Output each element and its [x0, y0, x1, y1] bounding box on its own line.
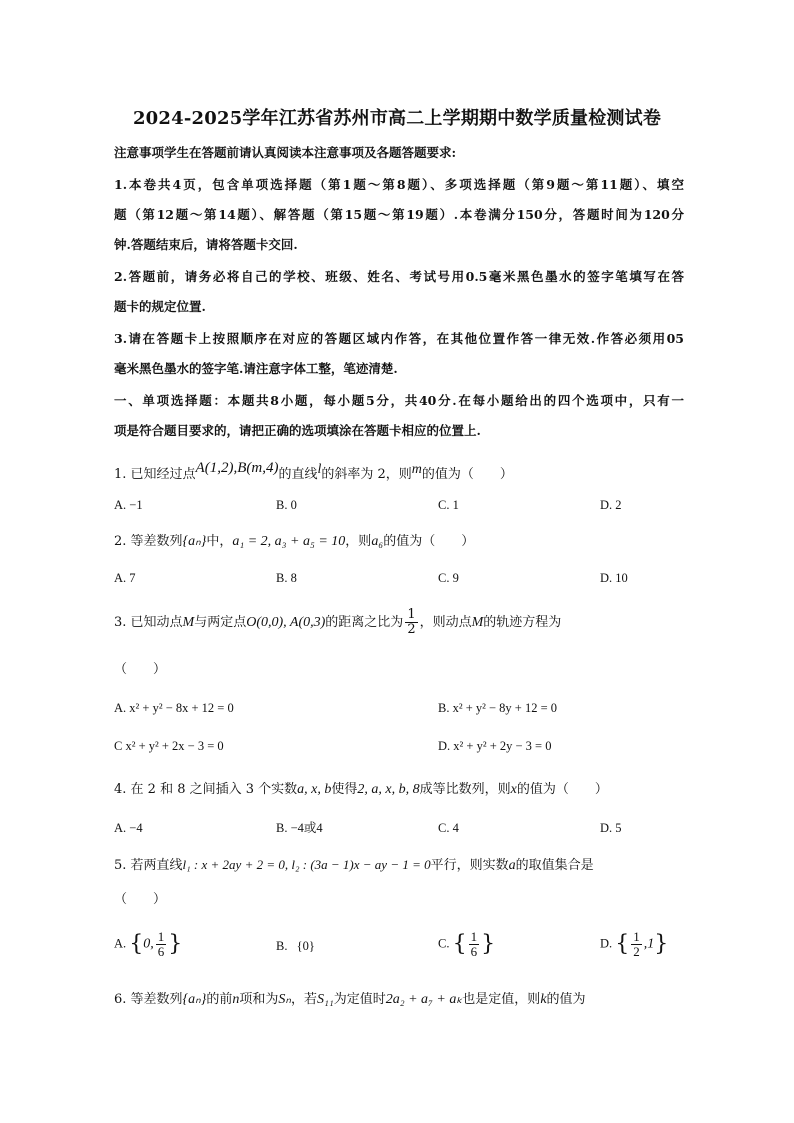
- q1-text: 的斜率为 2，则: [321, 467, 412, 482]
- q3-option-d: D. x² + y² + 2y − 3 = 0: [438, 739, 552, 753]
- q2-text: 中，: [206, 534, 233, 549]
- brace-close: }: [654, 931, 669, 957]
- fraction-denominator: 2: [633, 944, 640, 959]
- q1-text: 的值为（ ）: [421, 467, 513, 482]
- notice-item2-line2: 题卡的规定位置.: [114, 299, 206, 314]
- q5-text: 的取值集合是: [515, 858, 594, 873]
- q3-answer-paren: （ ）: [114, 662, 167, 677]
- q4-text: 使得: [331, 782, 358, 797]
- q6-math-sequence: {aₙ}: [182, 992, 207, 1007]
- q4-text: 成等比数列，则: [419, 782, 511, 797]
- q2-text: 2. 等差数列: [114, 534, 183, 549]
- q6-math-s11: S₁₁: [316, 992, 334, 1007]
- q4-option-a: A. −4: [114, 821, 143, 835]
- brace-close: }: [481, 931, 496, 957]
- q2-math-a6: a₆: [371, 534, 384, 549]
- notice-item2-line1: 2.答题前，请务必将自己的学校、班级、姓名、考试号用0.5毫米黑色墨水的签字笔填写在答: [114, 269, 684, 284]
- brace-close: }: [168, 931, 183, 957]
- brace-open: {: [615, 931, 630, 957]
- option-label: B.: [276, 939, 288, 953]
- q6-math-expression: 2a₂ + a₇ + aₖ: [385, 992, 463, 1007]
- fraction-numerator: 1: [633, 929, 640, 944]
- notice-item1-line1: 1.本卷共4页，包含单项选择题（第1题～第8题）、多项选择题（第9题～第11题）、填空: [114, 177, 684, 192]
- q4-math-vars: a, x, b: [297, 782, 332, 797]
- fraction-denominator: 6: [157, 944, 165, 959]
- fraction-numerator: 1: [470, 929, 478, 944]
- q6-math-k: k: [540, 992, 547, 1007]
- q3-ratio-fraction: [405, 608, 417, 637]
- q4-math-sequence: 2, a, x, b, 8: [357, 782, 420, 797]
- q1-math-points: A(1,2),B(m,4): [195, 460, 279, 476]
- notice-item3-line1: 3.请在答题卡上按照顺序在对应的答题区域内作答，在其他位置作答一律无效.作答必须用05: [114, 331, 684, 346]
- q3-text: 的轨迹方程为: [483, 615, 562, 630]
- fraction-denominator: 2: [407, 622, 416, 637]
- q6-text: ，若: [290, 992, 317, 1007]
- q2-math-conditions: a₁ = 2, a₃ + a₅ = 10: [232, 534, 346, 549]
- notice-item1-line3: 钟.答题结束后，请将答题卡交回.: [114, 237, 298, 252]
- q1-text: 1. 已知经过点: [114, 467, 196, 482]
- page-title: 2024-2025学年江苏省苏州市高二上学期期中数学质量检测试卷: [132, 108, 662, 129]
- q4-option-c: C. 4: [438, 821, 459, 835]
- fraction-numerator: 1: [157, 929, 165, 944]
- q5-option-d-value: ,1: [643, 936, 655, 952]
- q6-text: 6. 等差数列: [114, 992, 183, 1007]
- q5-option-a: [114, 930, 182, 959]
- question-3: [114, 608, 561, 637]
- question-4: [114, 782, 608, 798]
- notice-item1-line2: 题（第12题～第14题）、解答题（第15题～第19题）.本卷满分150分，答题时间为120分: [114, 207, 684, 222]
- question-5: [114, 857, 594, 874]
- q6-text: 的前: [206, 992, 233, 1007]
- q4-option-b: B. −4或4: [276, 821, 323, 835]
- q2-option-a: A. 7: [114, 571, 136, 585]
- question-6: [114, 992, 586, 1008]
- q3-text: 3. 已知动点: [114, 615, 183, 630]
- q5-option-a-fraction: [156, 930, 167, 959]
- q2-option-c: C. 9: [438, 571, 459, 585]
- q1-option-d: D. 2: [600, 498, 622, 512]
- q4-text: 4. 在 2 和 8 之间插入 3 个实数: [114, 782, 298, 797]
- q5-math-a: a: [508, 858, 516, 873]
- q6-text: 的值为: [546, 992, 586, 1007]
- section1-heading-line1: 一、单项选择题：本题共8小题，每小题5分，共40分.在每小题给出的四个选项中，只有一: [114, 393, 684, 408]
- q3-text: 与两定点: [194, 615, 247, 630]
- q2-option-b: B. 8: [276, 571, 297, 585]
- q4-text: 的值为（ ）: [516, 782, 608, 797]
- q1-math-line: l: [317, 462, 322, 477]
- q1-option-c: C. 1: [438, 498, 459, 512]
- q5-math-lines: l₁ : x + 2ay + 2 = 0, l₂ : (3a − 1)x − ay − 1 = 0: [182, 857, 431, 872]
- q2-text: 的值为（ ）: [383, 534, 475, 549]
- q4-math-x: x: [510, 782, 517, 797]
- option-label: D.: [600, 936, 613, 951]
- q5-option-d: [600, 930, 668, 959]
- q5-text: 5. 若两直线: [114, 858, 183, 873]
- q6-math-sn: Sₙ: [278, 992, 291, 1007]
- notice-heading: 注意事项学生在答题前请认真阅读本注意事项及各题答题要求:: [114, 145, 457, 160]
- q3-math-m: M: [182, 615, 195, 630]
- q1-option-b: B. 0: [276, 498, 297, 512]
- q3-text: 的距离之比为: [325, 615, 404, 630]
- q5-option-d-fraction: [631, 930, 642, 959]
- q1-math-m: m: [411, 462, 422, 477]
- question-2: [114, 534, 474, 550]
- q6-text: 项和为: [239, 992, 279, 1007]
- q3-math-points: O(0,0), A(0,3): [246, 615, 326, 630]
- q5-option-b-value: {0}: [296, 939, 315, 953]
- q3-math-m: M: [471, 615, 484, 630]
- option-label: A.: [114, 936, 127, 951]
- q5-option-a-value: 0,: [143, 936, 154, 952]
- q2-option-d: D. 10: [600, 571, 628, 585]
- notice-item3-line2: 毫米黑色墨水的签字笔.请注意字体工整，笔迹清楚.: [114, 361, 398, 376]
- q6-text: 也是定值，则: [462, 992, 541, 1007]
- q2-math-sequence: {aₙ}: [182, 534, 207, 549]
- q3-option-a: A. x² + y² − 8x + 12 = 0: [114, 701, 234, 715]
- q1-option-a: A. −1: [114, 498, 143, 512]
- q1-text: 的直线: [278, 467, 318, 482]
- q5-answer-paren: （ ）: [114, 892, 167, 907]
- brace-open: {: [452, 931, 467, 957]
- q6-text: 为定值时: [333, 992, 386, 1007]
- fraction-numerator: 1: [407, 607, 416, 622]
- q5-option-c: [438, 930, 495, 959]
- q5-option-c-fraction: [469, 930, 480, 959]
- brace-open: {: [129, 931, 144, 957]
- q3-option-b: B. x² + y² − 8y + 12 = 0: [438, 701, 558, 715]
- q5-text: 平行，则实数: [430, 858, 509, 873]
- q3-option-c: C x² + y² + 2x − 3 = 0: [114, 739, 224, 753]
- q6-math-n: n: [232, 992, 240, 1007]
- fraction-denominator: 6: [470, 944, 478, 959]
- q5-option-b: [276, 938, 315, 954]
- q2-text: ，则: [345, 534, 372, 549]
- section1-heading-line2: 项是符合题目要求的，请把正确的选项填涂在答题卡相应的位置上.: [114, 423, 481, 438]
- question-1: [114, 460, 513, 483]
- q4-option-d: D. 5: [600, 821, 622, 835]
- option-label: C.: [438, 936, 450, 951]
- q3-text: ，则动点: [419, 615, 472, 630]
